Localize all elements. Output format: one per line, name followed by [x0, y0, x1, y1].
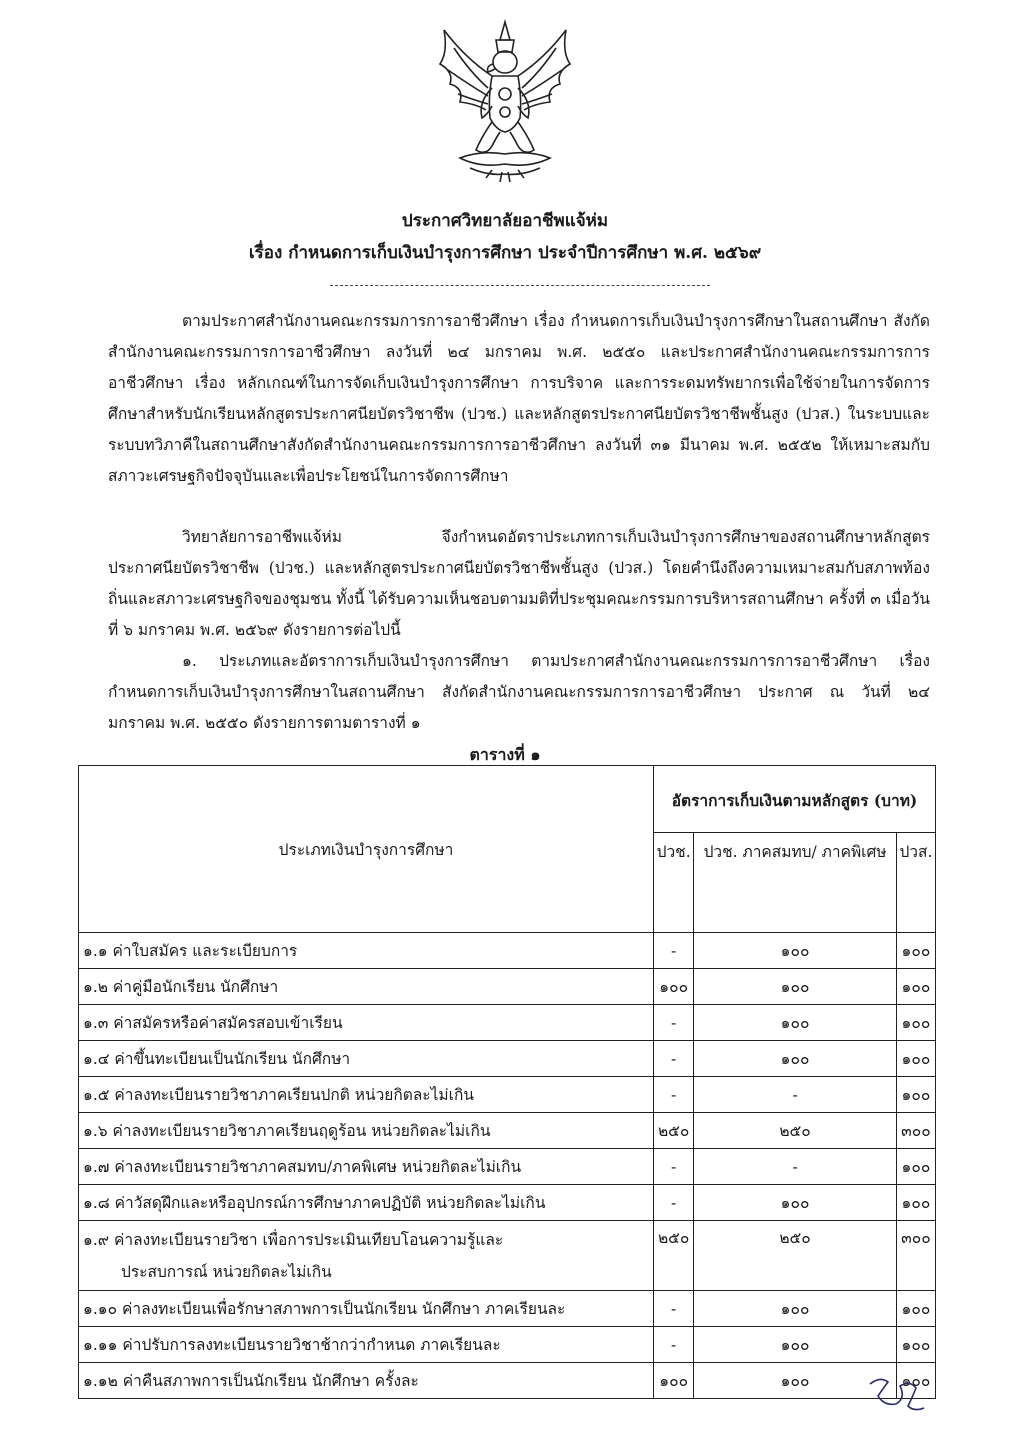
- table-row: [79, 1291, 936, 1327]
- fee-pvs: ๑๐๐: [896, 1041, 935, 1077]
- table-caption: ตารางที่ ๑: [469, 745, 541, 764]
- header-category: ประเภทเงินบำรุงการศึกษา: [79, 766, 654, 933]
- fee-name: [79, 1221, 654, 1291]
- fee-pvc: -: [654, 1185, 694, 1221]
- fee-name: ๑.๑๐ ค่าลงทะเบียนเพื่อรักษาสภาพการเป็นนักเรียน นักศึกษา ภาคเรียนละ: [79, 1291, 654, 1327]
- table-row: [79, 933, 936, 969]
- table-row: [79, 1363, 936, 1399]
- fee-pvc-special: ๑๐๐: [694, 1041, 897, 1077]
- fee-pvc: -: [654, 1149, 694, 1185]
- table-row: [79, 1221, 936, 1291]
- fee-pvc-special: -: [694, 1149, 897, 1185]
- paragraph-3: ๑. ประเภทและอัตราการเก็บเงินบำรุงการศึกษา ตามประกาศสำนักงานคณะกรรมการการอาชีวศึกษา เรื่อง กำหนดการเก็บเงินบำรุงการศึกษาในสถานศึกษา สังกัดสำนักงานคณะกรรมการการอาชีวศึกษา ประกาศ ณ วันที่ ๒๔ มกราคม พ.ศ. ๒๕๕๐ ดังรายการตามตารางที่ ๑: [108, 652, 930, 732]
- fee-pvs: ๑๐๐: [896, 1077, 935, 1113]
- fee-name: ๑.๒ ค่าคู่มือนักเรียน นักศึกษา: [79, 969, 654, 1005]
- fee-pvc-special: ๑๐๐: [694, 1291, 897, 1327]
- fee-pvc: -: [654, 1041, 694, 1077]
- fee-pvs: ๓๐๐: [896, 1221, 935, 1291]
- fee-pvs: ๑๐๐: [896, 1149, 935, 1185]
- fee-pvc: ๒๕๐: [654, 1113, 694, 1149]
- fee-pvs: ๑๐๐: [896, 933, 935, 969]
- fee-pvc: -: [654, 1291, 694, 1327]
- fee-name: ๑.๖ ค่าลงทะเบียนรายวิชาภาคเรียนฤดูร้อน หน่วยกิตละไม่เกิน: [79, 1113, 654, 1149]
- table-row: [79, 1149, 936, 1185]
- handwritten-initial-icon: [866, 1372, 930, 1416]
- table-row: [79, 1077, 936, 1113]
- fee-pvc-special: ๑๐๐: [694, 1185, 897, 1221]
- announcement-title: ประกาศวิทยาลัยอาชีพแจ้ห่ม: [401, 211, 609, 231]
- fee-pvc: ๑๐๐: [654, 1363, 694, 1399]
- fee-name: ๑.๔ ค่าขึ้นทะเบียนเป็นนักเรียน นักศึกษา: [79, 1041, 654, 1077]
- fee-name-line-1: ๑.๙ ค่าลงทะเบียนรายวิชา เพื่อการประเมินเทียบโอนความรู้และ: [83, 1230, 504, 1249]
- fee-pvc-special: ๑๐๐: [694, 933, 897, 969]
- header-col-pvc: ปวช.: [654, 833, 694, 933]
- fee-pvc: -: [654, 1077, 694, 1113]
- table-row: [79, 1041, 936, 1077]
- paragraph-2: วิทยาลัยการอาชีพแจ้ห่ม จึงกำหนดอัตราประเภทการเก็บเงินบำรุงการศึกษาของสถานศึกษาหลักสูตรประกาศนียบัตรวิชาชีพ (ปวช.) และหลักสูตรประกาศนียบัตรวิชาชีพชั้นสูง (ปวส.) โดยคำนึงถึงความเหมาะสมกับสภาพท้องถิ่นและสภาวะเศรษฐกิจของชุมชน ทั้งนี้ ได้รับความเห็นชอบตามมติที่ประชุมคณะกรรมการบริหารสถานศึกษา ครั้งที่ ๓ เมื่อวันที่ ๖ มกราคม พ.ศ. ๒๕๖๙ ดังรายการต่อไปนี้: [108, 528, 930, 639]
- fee-name: ๑.๗ ค่าลงทะเบียนรายวิชาภาคสมทบ/ภาคพิเศษ หน่วยกิตละไม่เกิน: [79, 1149, 654, 1185]
- paragraph-1: ตามประกาศสำนักงานคณะกรรมการการอาชีวศึกษา เรื่อง กำหนดการเก็บเงินบำรุงการศึกษาในสถานศึกษา สังกัดสำนักงานคณะกรรมการการอาชีวศึกษา ลงวันที่ ๒๔ มกราคม พ.ศ. ๒๕๕๐ และประกาศสำนักงานคณะกรรมการการอาชีวศึกษา เรื่อง หลักเกณฑ์ในการจัดเก็บเงินบำรุงการศึกษา การบริจาค และการระดมทรัพยากรเพื่อใช้จ่ายในการจัดการศึกษาสำหรับนักเรียนหลักสูตรประกาศนียบัตรวิชาชีพ (ปวช.) และหลักสูตรประกาศนียบัตรวิชาชีพชั้นสูง (ปวส.) ในระบบและระบบทวิภาคีในสถานศึกษาสังกัดสำนักงานคณะกรรมการการอาชีวศึกษา ลงวันที่ ๓๑ มีนาคม พ.ศ. ๒๕๕๒ ให้เหมาะสมกับสภาวะเศรษฐกิจปัจจุบันและเพื่อประโยชน์ในการจัดการศึกษา: [108, 312, 930, 485]
- fee-pvs: ๑๐๐: [896, 1363, 935, 1399]
- fee-pvs: ๓๐๐: [896, 1113, 935, 1149]
- fee-name: ๑.๑ ค่าใบสมัคร และระเบียบการ: [79, 933, 654, 969]
- fee-pvs: ๑๐๐: [896, 969, 935, 1005]
- table-row: [79, 1113, 936, 1149]
- header-rate-group: อัตราการเก็บเงินตามหลักสูตร (บาท): [654, 766, 936, 833]
- fee-pvc-special: -: [694, 1077, 897, 1113]
- fee-pvc: -: [654, 933, 694, 969]
- fee-name: ๑.๓ ค่าสมัครหรือค่าสมัครสอบเข้าเรียน: [79, 1005, 654, 1041]
- header-col-pvs: ปวส.: [896, 833, 935, 933]
- fee-name: ๑.๕ ค่าลงทะเบียนรายวิชาภาคเรียนปกติ หน่วยกิตละไม่เกิน: [79, 1077, 654, 1113]
- fee-pvs: ๑๐๐: [896, 1327, 935, 1363]
- dashed-divider: [330, 285, 710, 286]
- fee-pvc-special: ๑๐๐: [694, 1363, 897, 1399]
- fee-name-line-2: ประสบการณ์ หน่วยกิตละไม่เกิน: [121, 1262, 332, 1281]
- fee-pvc-special: ๑๐๐: [694, 1327, 897, 1363]
- fee-table: [78, 765, 936, 1399]
- fee-pvc-special: ๒๕๐: [694, 1221, 897, 1291]
- header-col-pvc-special: ปวช. ภาคสมทบ/ ภาคพิเศษ: [694, 833, 897, 933]
- fee-pvc: ๒๕๐: [654, 1221, 694, 1291]
- fee-pvc-special: ๑๐๐: [694, 969, 897, 1005]
- fee-name: ๑.๑๑ ค่าปรับการลงทะเบียนรายวิชาช้ากว่ากำหนด ภาคเรียนละ: [79, 1327, 654, 1363]
- table-row: [79, 1005, 936, 1041]
- garuda-emblem-icon: [430, 18, 580, 188]
- fee-pvs: ๑๐๐: [896, 1185, 935, 1221]
- fee-pvc-special: ๑๐๐: [694, 1005, 897, 1041]
- fee-pvs: ๑๐๐: [896, 1291, 935, 1327]
- table-row: [79, 1327, 936, 1363]
- fee-pvs: ๑๐๐: [896, 1005, 935, 1041]
- fee-pvc: ๑๐๐: [654, 969, 694, 1005]
- fee-pvc-special: ๒๕๐: [694, 1113, 897, 1149]
- table-row: [79, 969, 936, 1005]
- table-row: [79, 1185, 936, 1221]
- announcement-subject: เรื่อง กำหนดการเก็บเงินบำรุงการศึกษา ประจำปีการศึกษา พ.ศ. ๒๕๖๙: [248, 243, 762, 263]
- fee-name: ๑.๑๒ ค่าคืนสภาพการเป็นนักเรียน นักศึกษา ครั้งละ: [79, 1363, 654, 1399]
- fee-pvc: -: [654, 1327, 694, 1363]
- fee-pvc: -: [654, 1005, 694, 1041]
- fee-name: ๑.๘ ค่าวัสดุฝึกและหรืออุปกรณ์การศึกษาภาคปฏิบัติ หน่วยกิตละไม่เกิน: [79, 1185, 654, 1221]
